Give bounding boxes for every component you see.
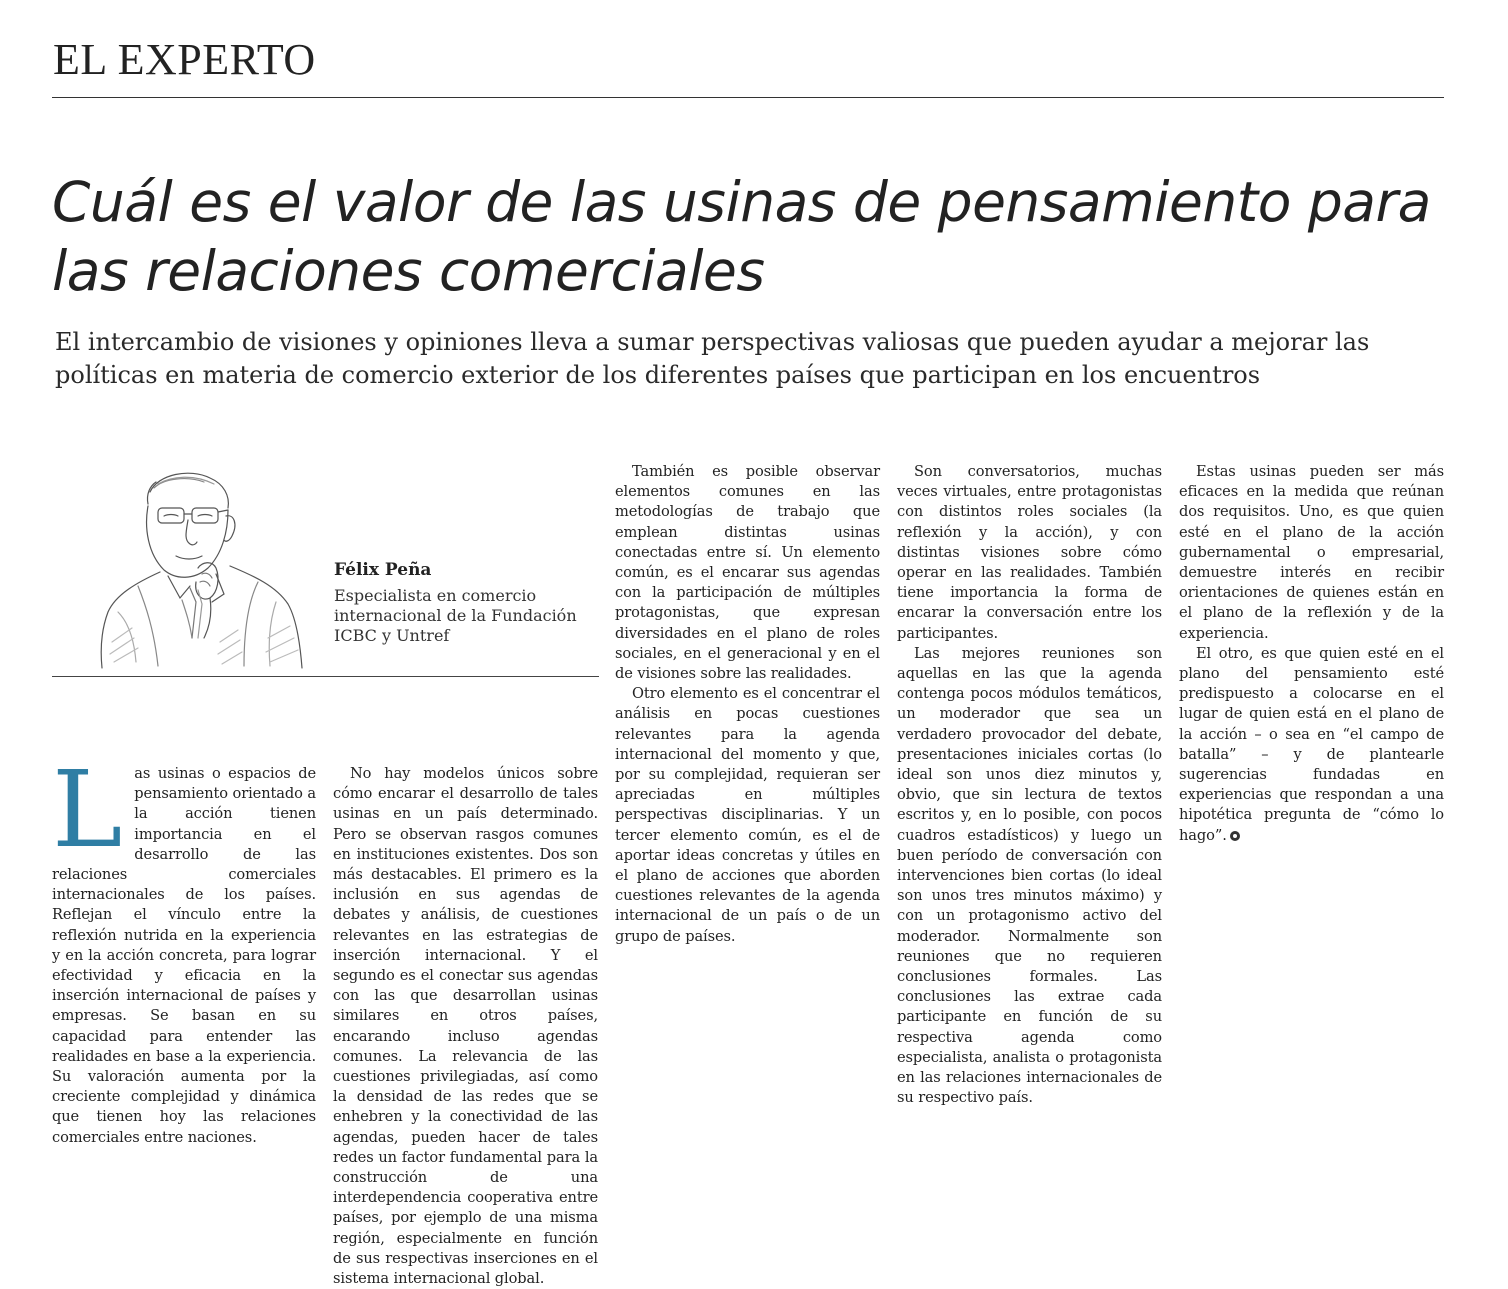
paragraph-2: No hay modelos únicos sobre cómo encarar el desarrollo de tales usinas en un país determinado. Pero se observan rasgos comunes en instituciones existentes. Dos son más destacables. El primero es la inclusión en sus agendas de debates y análisis, de cuestiones relevantes en las estrategias de inserción internacional. Y el segundo es el conectar sus agendas con las que desarrollan usinas similares en otros países, encarando incluso agendas comunes. La relevancia de las cuestiones privilegiadas, así como la densidad de las redes que se enhebren y la conectividad de las agendas, pueden hacer de tales redes un factor fundamental para la construcción de una interdependencia cooperativa entre países, por ejemplo de una misma región, especialmente en función de sus respectivas inserciones en el sistema internacional global. (333, 765, 598, 1288)
section-label: EL EXPERTO (53, 35, 316, 84)
paragraph-5: Son conversatorios, muchas veces virtuales, entre protagonistas con distintos roles sociales (la reflexión y la acción), y con distintas visiones sobre cómo operar en las realidades. También tiene importancia la forma de encarar la conversación entre los participantes. (897, 463, 1162, 642)
article-column-5 (1179, 462, 1444, 846)
paragraph-7: Estas usinas pueden ser más eficaces en la medida que reúnan dos requisitos. Uno, es que quien esté en el plano de la acción gubernamental o empresarial, demuestre interés en recibir orientaciones de quienes están en el plano de la reflexión y de la experiencia. (1179, 463, 1444, 642)
article-column-1 (52, 748, 316, 1148)
paragraph-8: El otro, es que quien esté en el plano del pensamiento esté predispuesto a colocarse en el lugar de quien está en el plano de la acción – o sea en “el campo de batalla” – y de plantearle sugerencias fundadas en experiencias que respondan a una hipotética pregunta de “cómo lo hago”. (1179, 644, 1444, 844)
paragraph-1: as usinas o espacios de pensamiento orientado a la acción tienen importancia en el desarrollo de las relaciones comerciales internacionales de los países. Reflejan el vínculo entre la reflexión nutrida en la experiencia y en la acción concreta, para lograr efectividad y eficacia en la inserción internacional de países y empresas. Se basan en su capacidad para entender las realidades en base a la experiencia. Su valoración aumenta por la creciente complejidad y dinámica que tienen hoy las relaciones comerciales entre naciones. (52, 765, 316, 1146)
header-rule (52, 97, 1444, 98)
author-bio: Especialista en comercio internacional de la Fundación ICBC y Untref (334, 586, 577, 645)
byline-rule (52, 676, 599, 677)
headline: Cuál es el valor de las usinas de pensamiento para las relaciones comerciales (52, 170, 1431, 303)
article-column-4 (897, 462, 1162, 1109)
drop-cap: L (52, 748, 123, 871)
paragraph-3: También es posible observar elementos comunes en las metodologías de trabajo que emplean distintas usinas conectadas entre sí. Un elemento común, es el encarar sus agendas con la participación de múltiples protagonistas, que expresan diversidades en el plano de roles sociales, en el generacional y en el de visiones sobre las realidades. (615, 463, 880, 683)
article-column-3 (615, 462, 880, 947)
author-byline (334, 560, 604, 646)
article-column-2 (333, 764, 598, 1289)
deck-subtitle: El intercambio de visiones y opiniones lleva a sumar perspectivas valiosas que pueden ayudar a mejorar las políticas en materia de comercio exterior de los diferentes países que participan en los encuentros (55, 328, 1370, 389)
paragraph-6: Las mejores reuniones son aquellas en las que la agenda contenga pocos módulos temáticos, un moderador que sea un verdadero provocador del debate, presentaciones iniciales cortas (lo ideal son unos diez minutos y, obvio, que sin lectura de textos escritos y, en lo posible, con pocos cuadros estadísticos) y luego un buen período de conversación con intervenciones bien cortas (lo ideal son unos tres minutos máximo) y con un protagonismo activo del moderador. Normalmente son reuniones que no requieren conclusiones formales. Las conclusiones las extrae cada participante en función de su respectiva agenda como especialista, analista o protagonista en las relaciones internacionales de su respectivo país. (897, 644, 1162, 1107)
author-name: Félix Peña (334, 560, 432, 580)
end-mark-icon (1230, 831, 1240, 841)
author-portrait (98, 462, 310, 674)
paragraph-4: Otro elemento es el concentrar el análisis en pocas cuestiones relevantes para la agenda internacional del momento y que, por su complejidad, requieran ser apreciadas en múltiples perspectivas disciplinarias. Y un tercer elemento común, es el de aportar ideas concretas y útiles en el plano de acciones que aborden cuestiones relevantes de la agenda internacional de un país o de un grupo de países. (615, 685, 880, 945)
